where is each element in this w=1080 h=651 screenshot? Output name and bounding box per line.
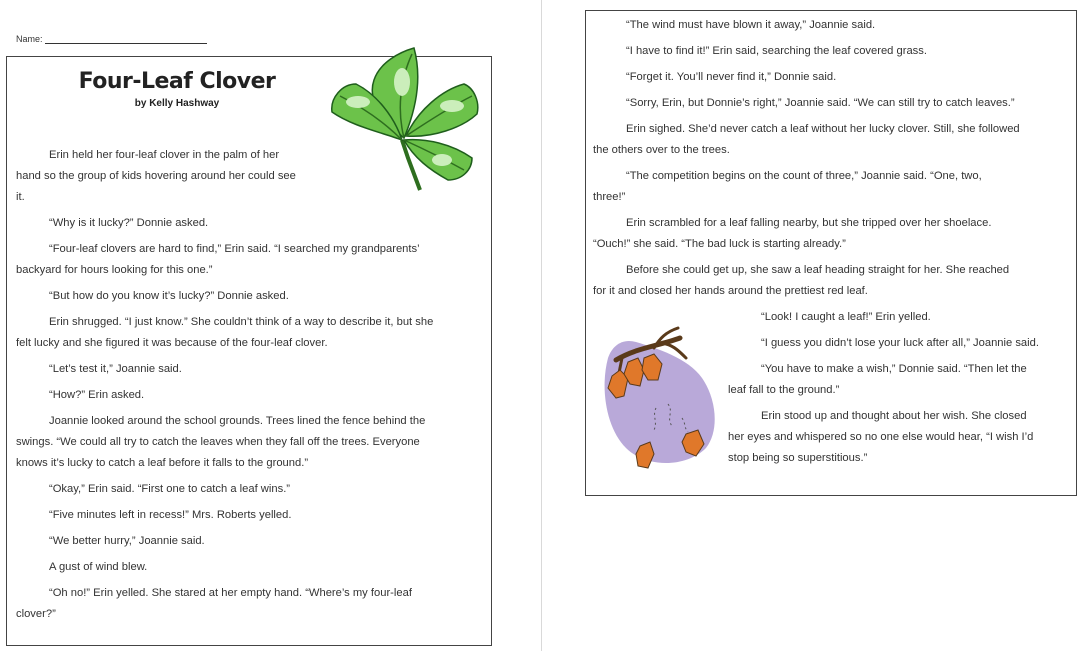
clover-leaf-icon bbox=[322, 40, 490, 195]
right-line-7: “The competition begins on the count of three,” Joannie said. “One, two, bbox=[626, 170, 982, 182]
left-line-14: knows it’s lucky to catch a leaf before it falls to the ground.” bbox=[16, 457, 309, 469]
left-line-17: “We better hurry,” Joannie said. bbox=[49, 535, 205, 547]
left-line-6: backyard for hours looking for this one.” bbox=[16, 264, 213, 276]
left-line-16: “Five minutes left in recess!” Mrs. Roberts yelled. bbox=[49, 509, 292, 521]
story-title: Four-Leaf Clover bbox=[78, 69, 276, 94]
left-line-11: “How?” Erin asked. bbox=[49, 389, 145, 401]
left-line-1: Erin held her four-leaf clover in the palm of her bbox=[49, 149, 280, 161]
right-line-4: “Sorry, Erin, but Donnie’s right,” Joannie said. “We can still try to catch leaves.” bbox=[626, 97, 1015, 109]
falling-leaves-icon bbox=[596, 318, 720, 476]
left-line-8: Erin shrugged. “I just know.” She couldn’t think of a way to describe it, but she bbox=[49, 316, 434, 328]
right-line-18: her eyes and whispered so no one else would hear, “I wish I’d bbox=[728, 431, 1034, 443]
left-line-3: it. bbox=[16, 191, 25, 203]
right-line-2: “I have to find it!” Erin said, searching the leaf covered grass. bbox=[626, 45, 927, 57]
left-line-5: “Four-leaf clovers are hard to find,” Erin said. “I searched my grandparents’ bbox=[49, 243, 420, 255]
right-line-13: “Look! I caught a leaf!” Erin yelled. bbox=[761, 311, 931, 323]
left-line-15: “Okay,” Erin said. “First one to catch a leaf wins.” bbox=[49, 483, 291, 495]
right-line-6: the others over to the trees. bbox=[593, 144, 730, 156]
right-line-9: Erin scrambled for a leaf falling nearby, but she tripped over her shoelace. bbox=[626, 217, 992, 229]
page-divider bbox=[541, 0, 542, 651]
left-line-10: “Let’s test it,” Joannie said. bbox=[49, 363, 182, 375]
right-line-19: stop being so superstitious.” bbox=[728, 452, 868, 464]
story-byline: by Kelly Hashway bbox=[134, 98, 220, 109]
right-line-3: “Forget it. You’ll never find it,” Donnie said. bbox=[626, 71, 837, 83]
left-line-19: “Oh no!” Erin yelled. She stared at her empty hand. “Where’s my four-leaf bbox=[49, 587, 412, 599]
right-line-8: three!” bbox=[593, 191, 626, 203]
left-line-7: “But how do you know it’s lucky?” Donnie asked. bbox=[49, 290, 289, 302]
name-blank-line bbox=[45, 34, 207, 44]
left-line-4: “Why is it lucky?” Donnie asked. bbox=[49, 217, 209, 229]
left-line-2: hand so the group of kids hovering around her could see bbox=[16, 170, 296, 182]
name-label: Name: bbox=[16, 34, 43, 44]
name-field bbox=[16, 34, 207, 44]
right-line-14: “I guess you didn’t lose your luck after all,” Joannie said. bbox=[761, 337, 1039, 349]
left-line-12: Joannie looked around the school grounds. Trees lined the fence behind the bbox=[49, 415, 426, 427]
right-line-15: “You have to make a wish,” Donnie said. “Then let the bbox=[761, 363, 1027, 375]
right-line-16: leaf fall to the ground.” bbox=[728, 384, 840, 396]
right-line-1: “The wind must have blown it away,” Joannie said. bbox=[626, 19, 876, 31]
right-line-12: for it and closed her hands around the prettiest red leaf. bbox=[593, 285, 868, 297]
right-line-10: “Ouch!” she said. “The bad luck is starting already.” bbox=[593, 238, 846, 250]
left-line-9: felt lucky and she figured it was because of the four-leaf clover. bbox=[16, 337, 328, 349]
left-line-18: A gust of wind blew. bbox=[49, 561, 148, 573]
left-line-20: clover?” bbox=[16, 608, 56, 620]
right-line-17: Erin stood up and thought about her wish. She closed bbox=[761, 410, 1027, 422]
right-line-5: Erin sighed. She’d never catch a leaf without her lucky clover. Still, she followed bbox=[626, 123, 1020, 135]
left-line-13: swings. “We could all try to catch the leaves when they fall off the trees. Everyone bbox=[16, 436, 420, 448]
right-line-11: Before she could get up, she saw a leaf heading straight for her. She reached bbox=[626, 264, 1010, 276]
